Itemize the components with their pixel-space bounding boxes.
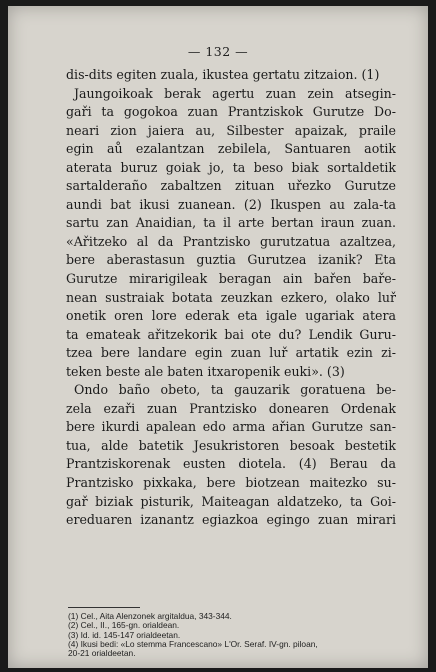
footnote: (3) Id. id. 145-147 orialdeetan. <box>68 630 181 640</box>
text-line: Ondo baño obeto, ta gauzarik goratuena be- <box>74 382 396 398</box>
text-line: sartalderaño zabaltzen zituan uřezko Gurutze <box>66 178 396 194</box>
footnotes <box>68 612 398 658</box>
text-line: tua, alde batetik Jesukristoren besoak bestetik <box>66 437 396 453</box>
text-line: egin aů ezalantzan zebilela, Santuaren aotik <box>66 141 396 157</box>
text-line: onetik oren lore ederak eta igale ugariak atera <box>66 308 396 324</box>
text-line: tzea bere landare egin zuan luř artatik ezin zi- <box>66 345 396 361</box>
book-page <box>8 6 428 668</box>
text-line: gaři ta gogokoa zuan Prantziskok Gurutze Do- <box>66 104 396 120</box>
text-line: nean sustraiak botata zeuzkan ezkero, olako luř <box>66 289 396 305</box>
text-line: aundi bat ikusi zuanean. (2) Ikuspen au zala-ta <box>66 196 396 212</box>
text-line: ta emateak ařitzekorik bai ote du? Lendik Guru- <box>66 326 396 342</box>
text-line: aterata buruz goiak jo, ta beso biak sortaldetik <box>66 159 396 175</box>
text-line: zela ezaři zuan Prantzisko donearen Ordenak <box>66 400 396 416</box>
text-line: bere ikurdi apalean edo arma ařian Gurutze san- <box>66 419 396 435</box>
text-line: gař biziak pisturik, Maiteagan aldatzeko, ta Goi- <box>66 493 396 509</box>
body-text <box>66 66 396 530</box>
footnote: 20-21 orialdeetan. <box>68 649 136 659</box>
text-line: ereduaren izanantz egiazkoa egingo zuan mirari <box>66 512 396 528</box>
text-line: neari zion jaiera au, Silbester apaizak, praile <box>66 122 396 138</box>
footnote: (2) Cel., II., 165-gn. orialdean. <box>68 621 180 631</box>
footnote-divider <box>68 607 140 608</box>
footnote: (1) Cel., Aita Alenzonek argitaldua, 343-344. <box>68 612 232 621</box>
text-line: dis-dits egiten zuala, ikustea gertatu zitzaion. (1) <box>66 67 380 82</box>
text-line: «Ařitzeko al da Prantzisko gurutzatua azaltzea, <box>66 233 396 249</box>
page-number: — 132 — <box>187 44 249 59</box>
text-line: Prantzisko pixkaka, bere biotzean maitezko su- <box>66 475 396 491</box>
text-line: sartu zan Anaidian, ta il arte bertan iraun zuan. <box>66 215 396 231</box>
text-line: Gurutze mirarigileak beragan ain bařen baře- <box>66 271 396 287</box>
text-line: Prantziskorenak eusten diotela. (4) Berau da <box>66 456 396 472</box>
footnote: (4) Ikusi bedi: «Lo stemma Francescano» L'Or. Seraf. IV-gn. piloan, <box>68 639 318 649</box>
text-line: Jaungoikoak berak agertu zuan zein atsegin- <box>74 85 396 101</box>
text-line: bere aberastasun guztia Gurutzea izanik? Eta <box>66 252 396 268</box>
text-line: teken beste ale baten itxaropenik euki». (3) <box>66 363 345 379</box>
